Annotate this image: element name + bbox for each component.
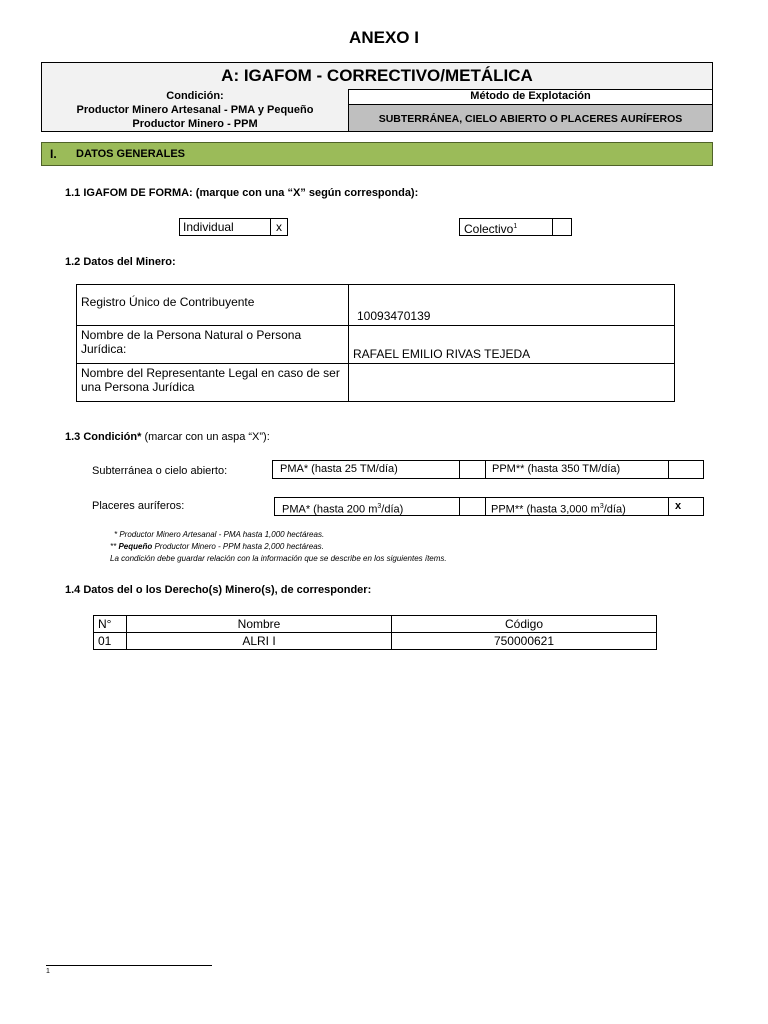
row2-options [274, 497, 704, 516]
condicion-label: Condición: [166, 90, 224, 102]
row1-ppm-label: PPM** (hasta 350 TM/día) [492, 463, 621, 475]
table-row [77, 326, 675, 364]
page-title: ANEXO I [349, 28, 419, 47]
note-ppm [110, 541, 447, 553]
condicion-block [42, 89, 349, 131]
condicion-line2: Productor Minero - PPM [132, 118, 258, 130]
row1-pma-mark[interactable] [459, 461, 486, 478]
s11-heading: 1.1 IGAFOM DE FORMA: (marque con una “X” según corresponda): [65, 187, 419, 199]
s14-heading: 1.4 Datos del o los Derecho(s) Minero(s), de corresponder: [65, 584, 372, 596]
metodo-label: Método de Explotación [349, 89, 712, 105]
section-title: DATOS GENERALES [76, 148, 185, 160]
form-header [41, 62, 713, 132]
row1-label: Subterránea o cielo abierto: [92, 465, 228, 477]
row2-pma-mark[interactable] [459, 498, 486, 515]
condition-notes [110, 529, 447, 565]
note-condition: La condición debe guardar relación con la información que se describe en los siguientes ítems. [110, 554, 447, 563]
section-datos-generales [41, 142, 713, 166]
col-header-codigo: Código [392, 616, 657, 633]
col-header-nombre: Nombre [127, 616, 392, 633]
row1-ppm-mark[interactable] [668, 461, 703, 478]
colectivo-option[interactable] [459, 218, 572, 236]
row2-ppm-sup: 3 [599, 503, 604, 510]
row2-label: Placeres auríferos: [92, 500, 185, 512]
right-num: 01 [94, 633, 127, 650]
row2-pma-text-b: /día) [381, 503, 404, 516]
miner-ruc-value[interactable]: 10093470139 [349, 285, 675, 326]
row2-pma-label [282, 498, 460, 515]
individual-mark[interactable]: x [270, 219, 287, 235]
row2-pma-text-a: PMA* (hasta 200 m [282, 503, 378, 516]
col-header-num: N° [94, 616, 127, 633]
table-row [77, 364, 675, 402]
mining-rights-table [93, 615, 657, 650]
condicion-line1: Productor Minero Artesanal - PMA y Pequeño [76, 104, 314, 116]
metodo-value: SUBTERRÁNEA, CIELO ABIERTO O PLACERES AURÍFEROS [349, 105, 712, 131]
row1-pma-label: PMA* (hasta 25 TM/día) [280, 463, 398, 475]
footnote-divider [46, 965, 212, 966]
s13-heading-bold: 1.3 Condición* [65, 431, 142, 443]
table-header-row [94, 616, 657, 633]
individual-option[interactable] [179, 218, 288, 236]
s13-heading-rest: (marcar con un aspa “X”): [141, 431, 270, 443]
note-ppm-b: Productor Minero - PPM hasta 2,000 hectáreas. [152, 542, 324, 551]
table-row [94, 633, 657, 650]
note-ppm-bold: Pequeño [118, 542, 153, 551]
miner-name-value[interactable]: RAFAEL EMILIO RIVAS TEJEDA [349, 326, 675, 364]
row2-ppm-text-a: PPM** (hasta 3,000 m [491, 503, 600, 516]
miner-ruc-label: Registro Único de Contribuyente [77, 285, 349, 326]
note-ppm-a: ** [110, 542, 119, 551]
right-nombre: ALRI I [127, 633, 392, 650]
miner-name-label: Nombre de la Persona Natural o Persona Jurídica: [77, 326, 349, 364]
row1-options [272, 460, 704, 479]
note-pma: * Productor Minero Artesanal - PMA hasta 1,000 hectáreas. [114, 530, 325, 539]
colectivo-label: Colectivo [464, 222, 514, 236]
table-row [77, 285, 675, 326]
form-header-title: A: IGAFOM - CORRECTIVO/METÁLICA [42, 63, 712, 90]
section-number: I. [50, 147, 57, 161]
miner-rep-value[interactable] [349, 364, 675, 402]
s13-heading [65, 431, 270, 443]
individual-label: Individual [183, 220, 234, 234]
footnote-number: 1 [46, 968, 50, 975]
row2-ppm-label [491, 498, 666, 515]
row2-ppm-mark[interactable]: x [668, 498, 703, 515]
miner-rep-label: Nombre del Representante Legal en caso de ser una Persona Jurídica [77, 364, 349, 402]
row2-ppm-text-b: /día) [603, 503, 626, 516]
right-codigo: 750000621 [392, 633, 657, 650]
colectivo-mark[interactable] [552, 219, 571, 235]
colectivo-label-wrap [464, 219, 552, 235]
s12-heading: 1.2 Datos del Minero: [65, 256, 176, 268]
colectivo-footnote-ref: 1 [513, 223, 518, 230]
miner-data-table [76, 284, 675, 402]
row2-pma-sup: 3 [377, 503, 382, 510]
